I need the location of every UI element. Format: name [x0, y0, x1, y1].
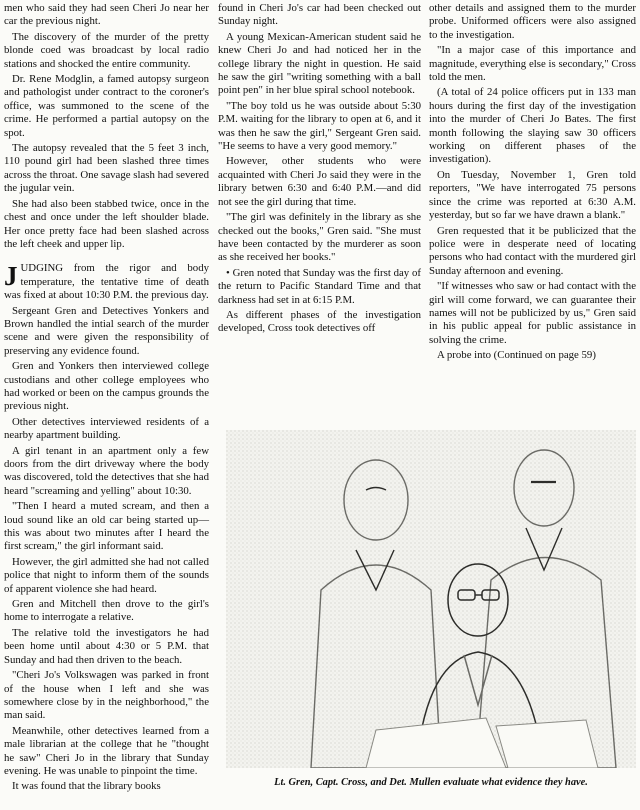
article-paragraph: However, other students who were acquainted with Cheri Jo said they were in the library betwen 6:30 and 6:40 P.M.—and did not see the girl during that time. — [218, 155, 421, 208]
article-paragraph: Sergeant Gren and Detectives Yonkers and Brown handled the intial search of the murder scene and were given the responsibility of preserving any evidence found. — [4, 304, 209, 357]
article-paragraph: A girl tenant in an apartment only a few doors from the dirt driveway where the body was discovered, told the detectives that she had heard "screaming and yelling" about 10:30. — [4, 444, 209, 497]
article-paragraph: The discovery of the murder of the pretty blonde coed was broadcast by local radio stations and shocked the entire community. — [4, 30, 209, 70]
article-paragraph: Gren and Yonkers then interviewed college custodians and other college employees who had worked or been on the campus grounds the previous night. — [4, 360, 209, 413]
article-paragraph: On Tuesday, November 1, Gren told reporters, "We have interrogated 75 persons since the crime was reported at 6:30 A.M. yesterday, but so far we have drawn a blank." — [429, 168, 636, 222]
article-paragraph: "The boy told us he was outside about 5:30 P.M. waiting for the library to open at 6, and it was then he saw the girl," Sergeant Gren said. "He seems to have a very good memory." — [218, 99, 421, 153]
article-paragraph: "Then I heard a muted scream, and then a loud sound like an old car being started up—this was about two minutes after I heard the first scream," the girl informant said. — [4, 500, 209, 553]
article-paragraph: • Gren noted that Sunday was the first day of the return to Pacific Standard Time and that darkness had set in at 6:15 P.M. — [218, 266, 421, 306]
article-paragraph: found in Cheri Jo's car had been checked out Sunday night. — [218, 2, 421, 28]
article-paragraph: She had also been stabbed twice, once in the chest and once under the left shoulder blade. Her once pretty face had been slashed across the left cheek and upper lip. — [4, 197, 209, 250]
article-column-3 — [429, 2, 636, 365]
photo-caption: Lt. Gren, Capt. Cross, and Det. Mullen evaluate what evidence they have. — [274, 777, 588, 788]
article-paragraph: "If witnesses who saw or had contact with the girl will come forward, we can guarantee their names will not be publicized by us," Gren said in his public appeal for public assistance in solving the crime. — [429, 280, 636, 346]
article-paragraph: other details and assigned them to the murder probe. Uniformed officers were also assigned to the investigation. — [429, 2, 636, 41]
article-paragraph: JUDGING from the rigor and body temperature, the tentative time of death was fixed at about 10:30 P.M. the previous day. — [4, 261, 209, 302]
article-paragraph: (A total of 24 police officers put in 133 man hours during the first day of the investigation into the murder of Cheri Jo Bates. The first month following the slaying saw 30 officers working on different phases of the investigation). — [429, 86, 636, 166]
photo-illustration — [226, 430, 636, 768]
article-paragraph: As different phases of the investigation developed, Cross took detectives off — [218, 308, 421, 335]
article-paragraph: men who said they had seen Cheri Jo near her car the previous night. — [4, 2, 209, 28]
article-paragraph: "Cheri Jo's Volkswagen was parked in front of the house when I left and she was somewhere close by in the neighborhood," the man said. — [4, 669, 209, 722]
article-paragraph: A young Mexican-American student said he knew Cheri Jo and had noticed her in the college library the night in question. He said he saw the girl "writing something with a ball point pen" in her blue spiral school notebook. — [218, 30, 421, 97]
article-paragraph: Gren requested that it be publicized that the police were in desperate need of locating persons who had contact with the murdered girl Sunday afternoon and evening. — [429, 224, 636, 277]
article-paragraph: However, the girl admitted she had not called police that night to inform them of the sounds of apparent violence she had heard. — [4, 555, 209, 595]
article-paragraph: It was found that the library books — [12, 780, 161, 793]
section-gap — [4, 253, 209, 262]
article-paragraph: "The girl was definitely in the library as she checked out the books," Gren said. "She must have been contacted by the murderer as soon as she received her books." — [218, 211, 421, 264]
article-column-2 — [218, 2, 421, 338]
article-column-1 — [4, 2, 209, 796]
article-paragraph: A probe into (Continued on page 59) — [437, 349, 596, 362]
article-paragraph: "In a major case of this importance and magnitude, everything else is secondary," Cross told the men. — [429, 44, 636, 84]
article-paragraph: Gren and Mitchell then drove to the girl's home to interrogate a relative. — [4, 598, 209, 624]
article-paragraph: Dr. Rene Modglin, a famed autopsy surgeon and pathologist under contract to the coroner's office, was summoned to the scene of the crime. He performed a partial autopsy on the spot. — [4, 73, 209, 139]
article-paragraph: Other detectives interviewed residents of a nearby apartment building. — [4, 415, 209, 442]
article-paragraph: Meanwhile, other detectives learned from a male librarian at the college that he "thought he saw" Cheri Jo in the library that Sunday evening. He was unable to pinpoint the time. — [4, 724, 209, 777]
article-paragraph: The autopsy revealed that the 5 feet 3 inch, 110 pound girl had been slashed three times across the throat. One savage slash had severed the jugular vein. — [4, 142, 209, 195]
news-photo — [226, 430, 636, 768]
article-paragraph: The relative told the investigators he had been home until about 4:30 or 5 P.M. that Sunday and had then driven to the beach. — [4, 626, 209, 666]
